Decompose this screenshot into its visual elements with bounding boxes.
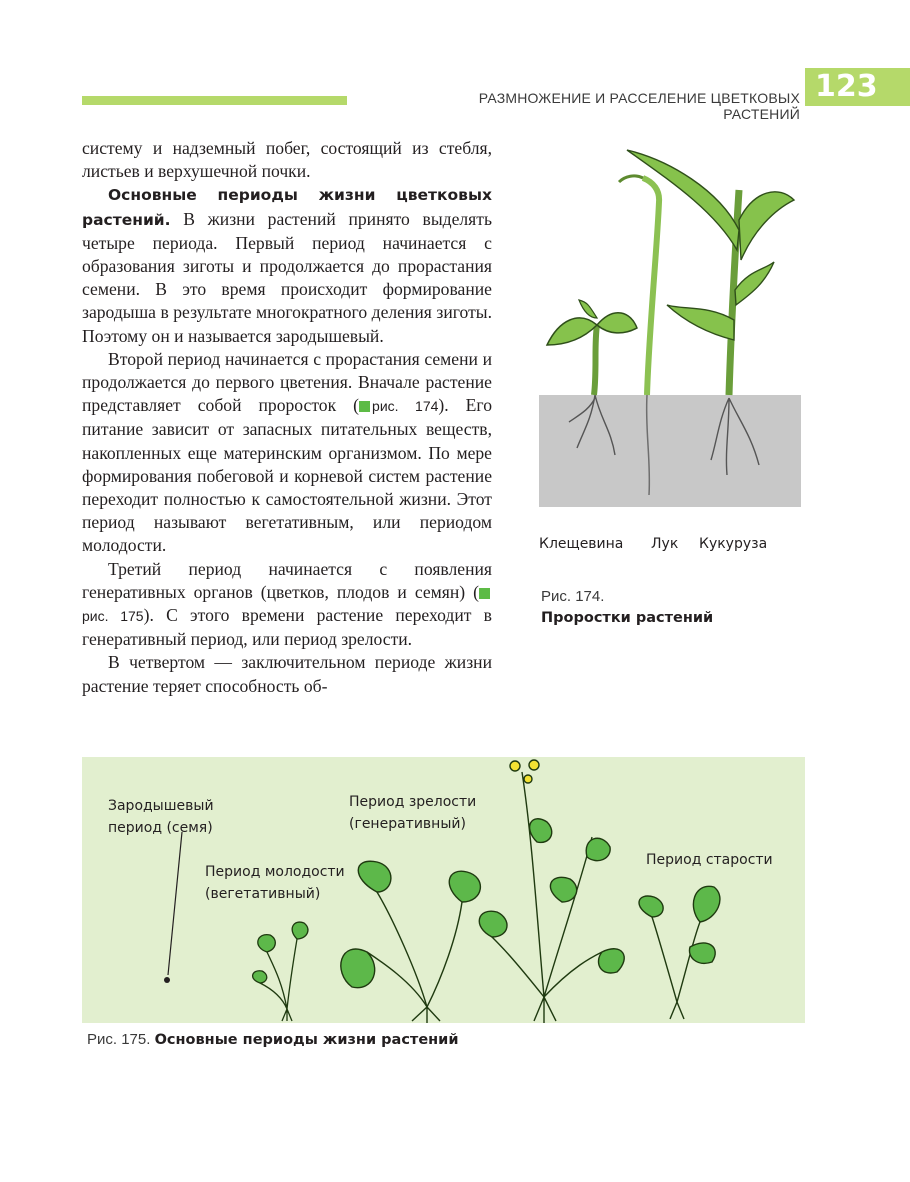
paragraph-4-text-b: ). С этого времени растение переходит в генеративный период, или период зрелости. [82, 605, 492, 650]
figure-175-number: Рис. 175. [87, 1031, 151, 1048]
seed-dot [164, 977, 170, 983]
embryo-pointer-line [168, 832, 182, 975]
figure-174-reference[interactable]: рис. 174 [372, 398, 439, 415]
paragraph-3-text-a: Второй период начинается с прорастания семени и продолжается до первого цветения. Вначале растение представляет собой проросток ( [82, 348, 492, 416]
label-maturity-period: Период зрелости (генеративный) [349, 794, 477, 832]
paragraph-1: систему и надземный побег, состоящий из стебля, листьев и верхушечной почки. [82, 138, 492, 182]
figure-175-reference[interactable]: рис. 175 [82, 608, 144, 625]
label-embryo-period: Зародышевый период (семя) [108, 798, 214, 836]
main-text-column [82, 137, 492, 698]
section-heading: Основные периоды жизни цветковых растений. [82, 186, 492, 229]
label-youth-period: Период молодости (вегетативный) [205, 864, 345, 902]
plant-label-onion: Лук [651, 536, 679, 552]
seedlings-illustration [539, 130, 801, 508]
figure-ref-square-icon [359, 401, 370, 412]
plant-label-corn: Кукуруза [699, 536, 768, 552]
old-plant [639, 886, 720, 1019]
paragraph-4-text-a: Третий период начинается с появления генеративных органов (цветков, плодов и семян) ( [82, 558, 492, 602]
page-number: 123 [805, 68, 910, 106]
paragraph-2-text: В жизни растений принято выделять четыре периода. Первый период начинается с образования зиготы и продолжается до прорастания семени. В это время происходит формирование зародыша в результате многократного деления зиготы. Поэтому он и называется зародышевый. [82, 208, 492, 346]
life-periods-figure [82, 757, 805, 1023]
label-old-age-period: Период старости [646, 852, 773, 868]
paragraph-4 [82, 558, 492, 652]
vegetative-adult-plant [341, 861, 481, 1023]
figure-ref-square-icon [479, 588, 490, 599]
paragraph-3 [82, 348, 492, 558]
figure-175-caption [87, 1031, 459, 1048]
header-accent-bar [82, 96, 347, 105]
figure-174-number: Рис. 174. [541, 588, 605, 605]
paragraph-2 [82, 183, 492, 347]
soil-block [539, 395, 801, 507]
figure-174-title: Проростки растений [541, 610, 714, 626]
young-plant [253, 922, 308, 1021]
section-title: РАЗМНОЖЕНИЕ И РАССЕЛЕНИЕ ЦВЕТКОВЫХ РАСТЕНИЙ [478, 90, 800, 122]
paragraph-5: В четвертом — заключительном периоде жизни растение теряет способность об- [82, 652, 492, 696]
plant-label-castor: Клещевина [539, 536, 624, 552]
paragraph-3-text-b: ). Его питание зависит от запасных питательных веществ, накопленных еще материнским организмом. По мере формирования побеговой и корневой систем растение переходит полностью к самостоятельной жизни. Этот период называют вегетативным, или периодом молодости. [82, 395, 492, 556]
figure-175-title: Основные периоды жизни растений [154, 1032, 459, 1048]
